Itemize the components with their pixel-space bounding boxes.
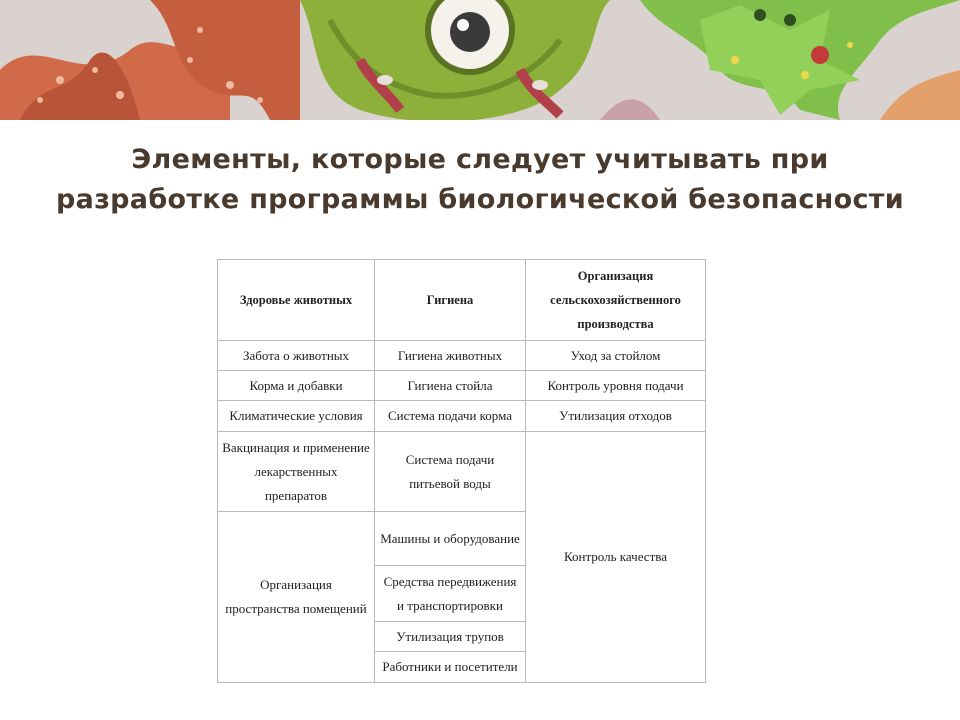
table-cell: Система подачи корма [375,401,526,432]
page-title [0,140,960,220]
table-row [218,401,706,432]
table-cell: Средства передвижения и транспортировки [375,566,526,622]
header-animal-health: Здоровье животных [218,260,375,341]
table-cell: Климатические условия [218,401,375,432]
header-hygiene: Гигиена [375,260,526,341]
table-cell: Работники и посетители [375,652,526,683]
header-farm-organization: Организация сельскохозяйственного производства [526,260,706,341]
table-header-row [218,260,706,341]
title-line-2: разработке программы биологической безопасности [56,184,904,215]
biosecurity-elements-table [217,259,706,683]
title-line-1: Элементы, которые следует учитывать при [131,144,829,175]
table-cell-space-organization: Организация пространства помещений [218,512,375,683]
microbes-illustration [0,0,960,120]
table-cell: Контроль уровня подачи [526,371,706,401]
table-row [218,371,706,401]
table-row [218,341,706,371]
table-cell: Уход за стойлом [526,341,706,371]
table-row [218,432,706,512]
table-cell-quality-control: Контроль качества [526,432,706,683]
table-cell: Корма и добавки [218,371,375,401]
table-cell: Утилизация трупов [375,622,526,652]
table-cell: Утилизация отходов [526,401,706,432]
header-banner-illustration [0,0,960,120]
table-cell: Забота о животных [218,341,375,371]
table-cell: Система подачи питьевой воды [375,432,526,512]
table-cell: Гигиена животных [375,341,526,371]
table-cell: Машины и оборудование [375,512,526,566]
table-cell: Гигиена стойла [375,371,526,401]
table-cell: Вакцинация и применение лекарственных препаратов [218,432,375,512]
